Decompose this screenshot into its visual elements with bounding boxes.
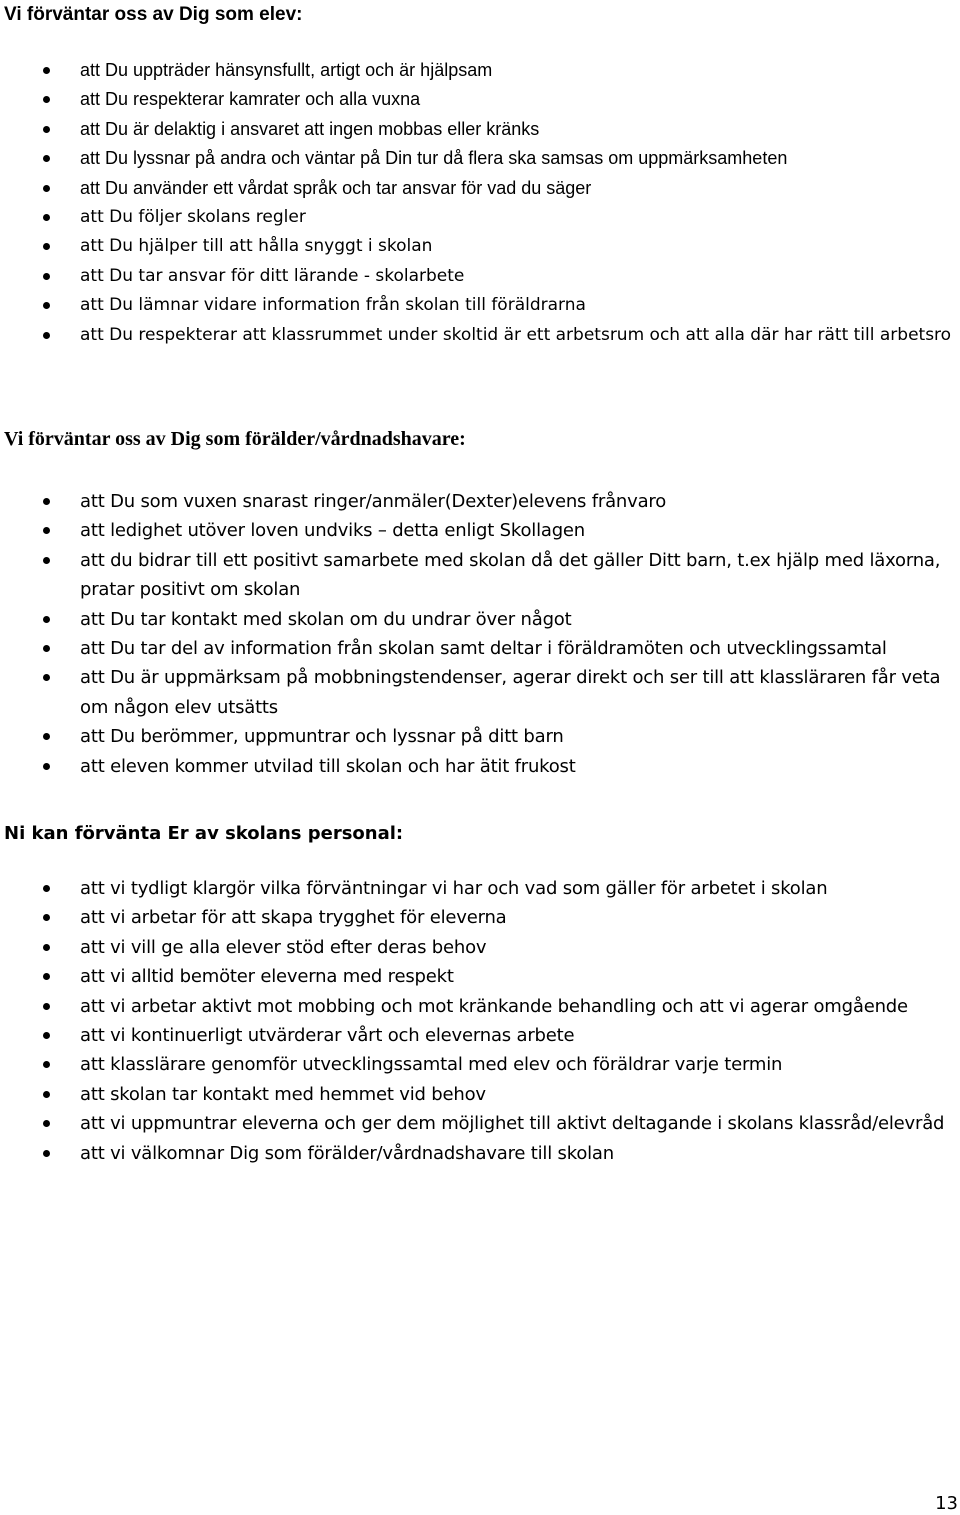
section-student-expectations [0,4,960,350]
list-item: att eleven kommer utvilad till skolan och har ätit frukost [0,752,960,781]
list-item: att vi välkomnar Dig som förälder/vårdnadshavare till skolan [0,1139,960,1168]
list-item: att Du tar del av information från skolan samt deltar i föräldramöten och utvecklingssamtal [0,634,960,663]
section-heading-staff: Ni kan förvänta Er av skolans personal: [4,823,404,844]
list-item: att vi kontinuerligt utvärderar vårt och elevernas arbete [0,1021,960,1050]
list-item: att Du lämnar vidare information från skolan till föräldrarna [0,291,960,320]
list-item: att Du tar kontakt med skolan om du undrar över något [0,605,960,634]
list-item: att vi uppmuntrar eleverna och ger dem möjlighet till aktivt deltagande i skolans klassråd/elevråd [0,1109,960,1138]
list-item: att vi arbetar för att skapa trygghet för eleverna [0,903,960,932]
list-item: att klasslärare genomför utvecklingssamtal med elev och föräldrar varje termin [0,1050,960,1079]
list-item: att vi vill ge alla elever stöd efter deras behov [0,933,960,962]
list-item: att Du är uppmärksam på mobbningstendenser, agerar direkt och ser till att klassläraren får veta om någon elev utsätts [0,663,960,722]
list-item: att Du är delaktig i ansvaret att ingen mobbas eller kränks [0,115,960,144]
list-item: att Du respekterar att klassrummet under skoltid är ett arbetsrum och att alla där har rätt till arbetsro [0,321,960,350]
list-item: att Du använder ett vårdat språk och tar ansvar för vad du säger [0,174,960,203]
list-item: att vi alltid bemöter eleverna med respekt [0,962,960,991]
list-item: att vi tydligt klargör vilka förväntningar vi har och vad som gäller för arbetet i skolan [0,874,960,903]
student-expectations-list [0,56,960,350]
list-item: att Du tar ansvar för ditt lärande - skolarbete [0,262,960,291]
list-item: att Du hjälper till att hålla snyggt i skolan [0,232,960,261]
page-number: 13 [935,1493,958,1514]
section-staff-commitments [0,823,960,1168]
list-item: att Du följer skolans regler [0,203,960,232]
staff-commitments-list [0,874,960,1168]
list-item: att Du uppträder hänsynsfullt, artigt och är hjälpsam [0,56,960,85]
list-item: att ledighet utöver loven undviks – detta enligt Skollagen [0,516,960,545]
section-heading-parent: Vi förväntar oss av Dig som förälder/vårdnadshavare: [4,428,466,450]
list-item: att Du lyssnar på andra och väntar på Din tur då flera ska samsas om uppmärksamheten [0,144,960,173]
list-item: att Du som vuxen snarast ringer/anmäler(Dexter)elevens frånvaro [0,487,960,516]
section-heading-student: Vi förväntar oss av Dig som elev: [4,4,303,25]
list-item: att vi arbetar aktivt mot mobbing och mot kränkande behandling och att vi agerar omgående [0,992,960,1021]
section-parent-expectations [0,428,960,781]
list-item: att Du respekterar kamrater och alla vuxna [0,85,960,114]
list-item: att du bidrar till ett positivt samarbete med skolan då det gäller Ditt barn, t.ex hjälp med läxorna, pratar positivt om skolan [0,546,960,605]
list-item: att Du berömmer, uppmuntrar och lyssnar på ditt barn [0,722,960,751]
parent-expectations-list [0,487,960,781]
list-item: att skolan tar kontakt med hemmet vid behov [0,1080,960,1109]
